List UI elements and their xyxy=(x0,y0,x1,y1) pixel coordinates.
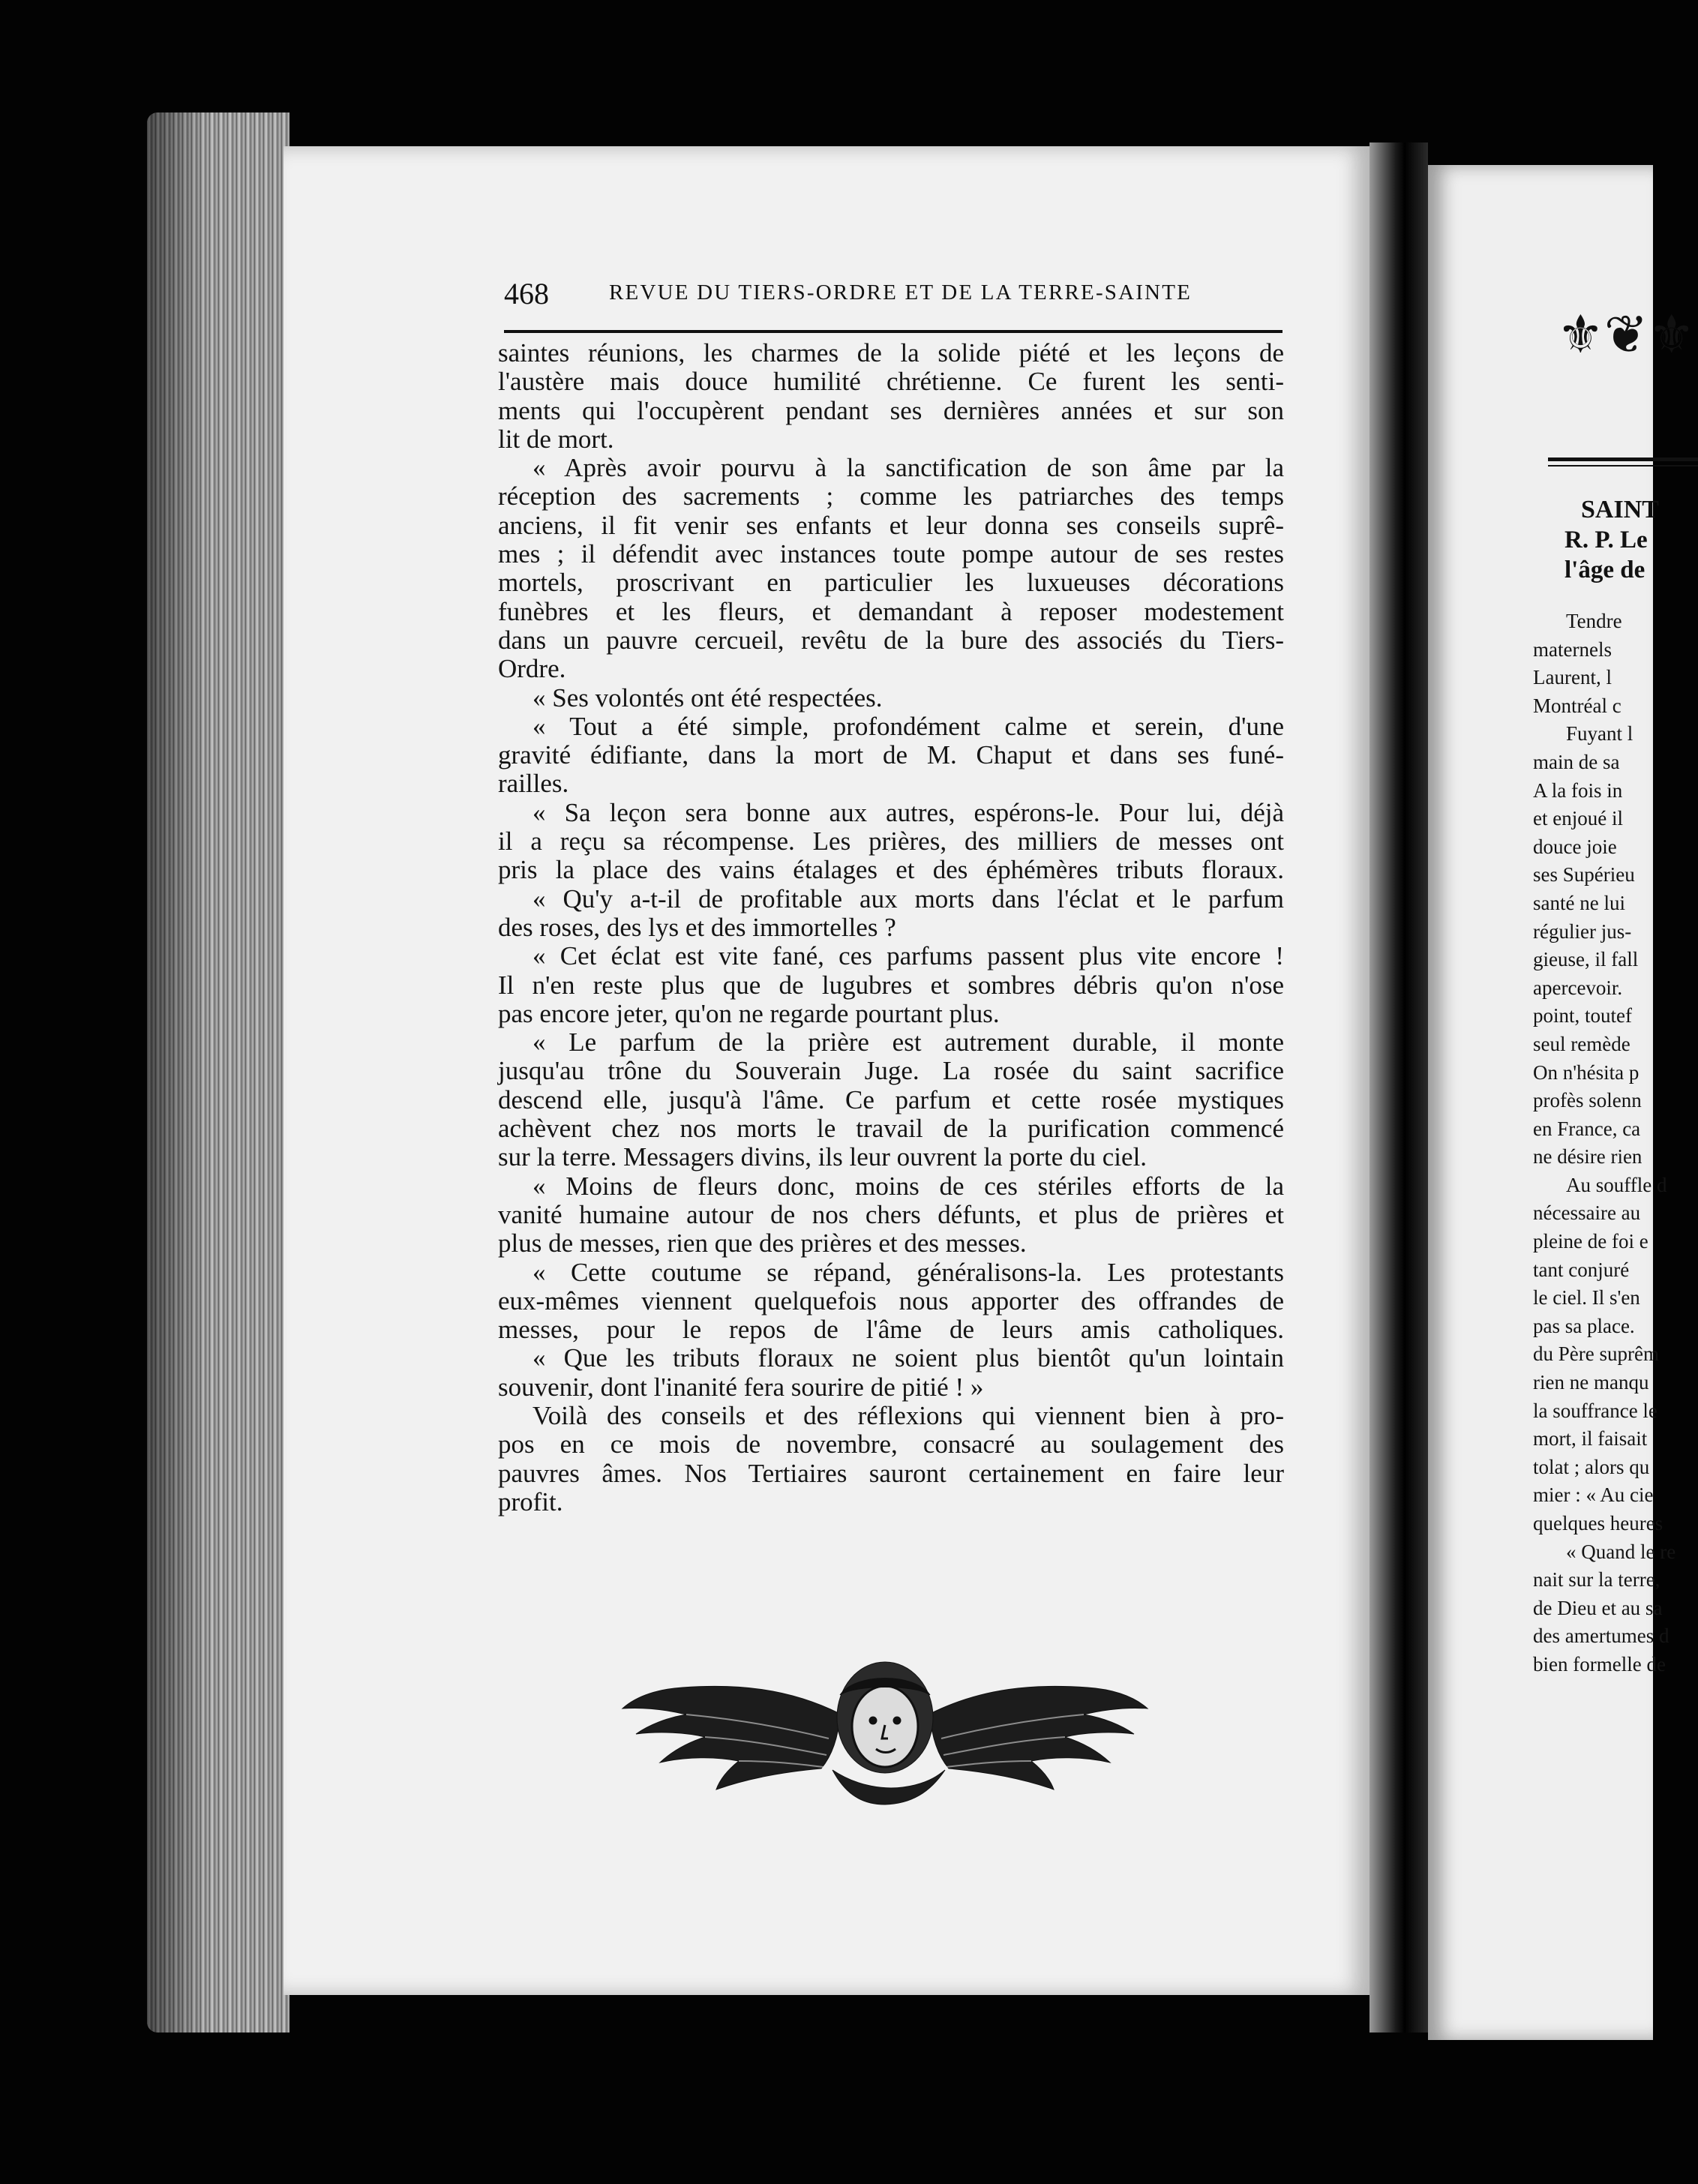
text-line: funèbres et les fleurs, et demandant à reposer modestement xyxy=(498,596,1284,626)
text-line: apercevoir. xyxy=(1533,976,1623,999)
right-page-body-text xyxy=(1533,608,1676,1679)
text-line: mort, il faisait xyxy=(1533,1427,1648,1450)
text-line: On n'hésita p xyxy=(1533,1060,1640,1084)
text-line: des roses, des lys et des immortelles ? xyxy=(498,912,896,942)
text-line: profit. xyxy=(498,1486,563,1516)
text-line: « Le parfum de la prière est autrement durable, il monte xyxy=(532,1028,1284,1058)
text-line: point, toutef xyxy=(1533,1004,1632,1028)
text-line: pleine de foi e xyxy=(1533,1230,1648,1253)
text-line: du Père suprêm xyxy=(1533,1342,1659,1366)
text-line: ments qui l'occupèrent pendant ses dernières années et sur son xyxy=(498,395,1284,425)
text-line: pauvres âmes. Nos Tertiaires sauront certainement en faire leur xyxy=(498,1458,1284,1488)
text-line: main de sa xyxy=(1533,750,1620,773)
text-line: Fuyant l xyxy=(1566,722,1634,746)
text-line: réception des sacrements ; comme les patriarches des temps xyxy=(498,482,1284,512)
text-line: « Que les tributs floraux ne soient plus bientôt qu'un lointain xyxy=(532,1343,1284,1373)
text-line: bien formelle de xyxy=(1533,1652,1666,1676)
right-header-rule xyxy=(1548,458,1698,461)
text-line: vanité humaine autour de nos chers défunts, et plus de prières et xyxy=(498,1199,1284,1229)
fleuron-ornament: ⚜❦⚜ xyxy=(1557,307,1696,364)
text-line: achèvent chez nos morts le travail de la purification commencé xyxy=(498,1114,1284,1144)
text-line: Tendre xyxy=(1566,610,1622,632)
page-header xyxy=(504,276,1284,324)
text-line: de Dieu et au sa xyxy=(1533,1596,1663,1619)
right-page-partial xyxy=(1428,165,1696,2040)
text-line: Au souffle d xyxy=(1566,1173,1667,1196)
text-line: mier : « Au cie xyxy=(1533,1484,1654,1507)
text-line: mortels, proscrivant en particulier les luxueuses décorations xyxy=(498,568,1284,598)
text-line: jusqu'au trône du Souverain Juge. La rosée du saint sacrifice xyxy=(498,1056,1284,1086)
text-line: seul remède xyxy=(1533,1032,1630,1055)
text-line: gravité édifiante, dans la mort de M. Chaput et dans ses funé- xyxy=(498,740,1284,770)
page-number: 468 xyxy=(504,277,549,310)
text-line: nait sur la terre, xyxy=(1533,1568,1660,1592)
text-line: A la fois in xyxy=(1533,778,1623,802)
text-line: « Moins de fleurs donc, moins de ces stériles efforts de la xyxy=(532,1171,1284,1201)
text-line: quelques heures xyxy=(1533,1512,1664,1534)
text-line: « Qu'y a-t-il de profitable aux morts dans l'éclat et le parfum xyxy=(532,884,1284,914)
title-line: R. P. Le xyxy=(1564,526,1648,554)
text-line: saintes réunions, les charmes de la solide piété et les leçons de xyxy=(498,338,1284,368)
title-line: l'âge de xyxy=(1564,556,1646,584)
text-line: en France, ca xyxy=(1533,1117,1641,1140)
text-line: descend elle, jusqu'à l'âme. Ce parfum et cette rosée mystiques xyxy=(498,1084,1284,1114)
text-line: messes, pour le repos de l'âme de leurs amis catholiques. xyxy=(498,1315,1284,1345)
text-line: mes ; il défendit avec instances toute pompe autour de ses restes xyxy=(498,539,1284,569)
text-line: « Quand le re xyxy=(1566,1540,1676,1563)
text-line: plus de messes, rien que des prières et des messes. xyxy=(498,1228,1027,1258)
text-line: pas encore jeter, qu'on ne regarde pourtant plus. xyxy=(498,998,1000,1028)
text-line: profès solenn xyxy=(1533,1089,1642,1112)
text-line: pris la place des vains étalages et des éphémères tributs floraux. xyxy=(498,855,1284,885)
text-line: « Cet éclat est vite fané, ces parfums passent plus vite encore ! xyxy=(532,941,1284,971)
text-line: sur la terre. Messagers divins, ils leur ouvrent la porte du ciel. xyxy=(498,1142,1148,1172)
text-line: lit de mort. xyxy=(498,424,614,454)
text-line: pas sa place. xyxy=(1533,1314,1635,1337)
text-line: Montréal c xyxy=(1533,694,1622,717)
text-line: Voilà des conseils et des réflexions qui viennent bien à pro- xyxy=(532,1400,1284,1430)
text-line: tolat ; alors qu xyxy=(1533,1455,1650,1478)
running-title: REVUE DU TIERS-ORDRE ET DE LA TERRE-SAINTE xyxy=(609,280,1192,304)
title-line: SAINT xyxy=(1581,496,1659,524)
text-line: Laurent, l xyxy=(1533,666,1612,689)
text-line: et enjoué il xyxy=(1533,807,1623,830)
text-line: pos en ce mois de novembre, consacré au soulagement des xyxy=(498,1430,1284,1460)
text-line: nécessaire au xyxy=(1533,1202,1641,1225)
text-line: ses Supérieu xyxy=(1533,863,1635,886)
text-line: l'austère mais douce humilité chrétienne. Ce furent les senti- xyxy=(498,367,1284,397)
right-page-title xyxy=(1564,495,1659,585)
text-line: Ordre. xyxy=(498,654,566,684)
text-line: ne désire rien xyxy=(1533,1145,1642,1168)
text-line: railles. xyxy=(498,769,569,799)
right-header-rule-thin xyxy=(1548,465,1698,466)
book-gutter xyxy=(1370,142,1428,2032)
text-line: douce joie xyxy=(1533,835,1617,858)
text-line: « Cette coutume se répand, généralisons-la. Les protestants xyxy=(532,1257,1284,1287)
cherub-vignette-ornament xyxy=(615,1642,1155,1815)
text-line: le ciel. Il s'en xyxy=(1533,1286,1640,1310)
text-line: souvenir, dont l'inanité fera sourire de pitié ! » xyxy=(498,1372,984,1402)
text-line: il a reçu sa récompense. Les prières, des milliers de messes ont xyxy=(498,826,1284,856)
text-line: « Après avoir pourvu à la sanctification de son âme par la xyxy=(532,453,1284,483)
text-line: « Tout a été simple, profondément calme et serein, d'une xyxy=(532,711,1284,741)
text-line: « Sa leçon sera bonne aux autres, espérons-le. Pour lui, déjà xyxy=(532,797,1284,827)
header-rule xyxy=(504,330,1282,333)
text-line: Il n'en reste plus que de lugubres et sombres débris qu'on n'ose xyxy=(498,970,1284,1000)
text-line: des amertumes d xyxy=(1533,1624,1670,1648)
text-line: la souffrance le xyxy=(1533,1399,1658,1422)
text-line: eux-mêmes viennent quelquefois nous apporter des offrandes de xyxy=(498,1286,1284,1316)
left-page-body-text xyxy=(498,339,1284,1516)
text-line: santé ne lui xyxy=(1533,891,1625,914)
book-edge-shadow xyxy=(147,112,207,2032)
text-line: régulier jus- xyxy=(1533,920,1632,943)
text-line: dans un pauvre cercueil, revêtu de la bure des associés du Tiers- xyxy=(498,625,1284,655)
text-line: « Ses volontés ont été respectées. xyxy=(532,682,883,712)
text-line: gieuse, il fall xyxy=(1533,948,1639,971)
text-line: anciens, il fit venir ses enfants et leur donna ses conseils suprê- xyxy=(498,510,1284,540)
text-line: maternels xyxy=(1533,638,1612,661)
text-line: tant conjuré xyxy=(1533,1258,1630,1281)
text-line: rien ne manqu xyxy=(1533,1371,1649,1394)
